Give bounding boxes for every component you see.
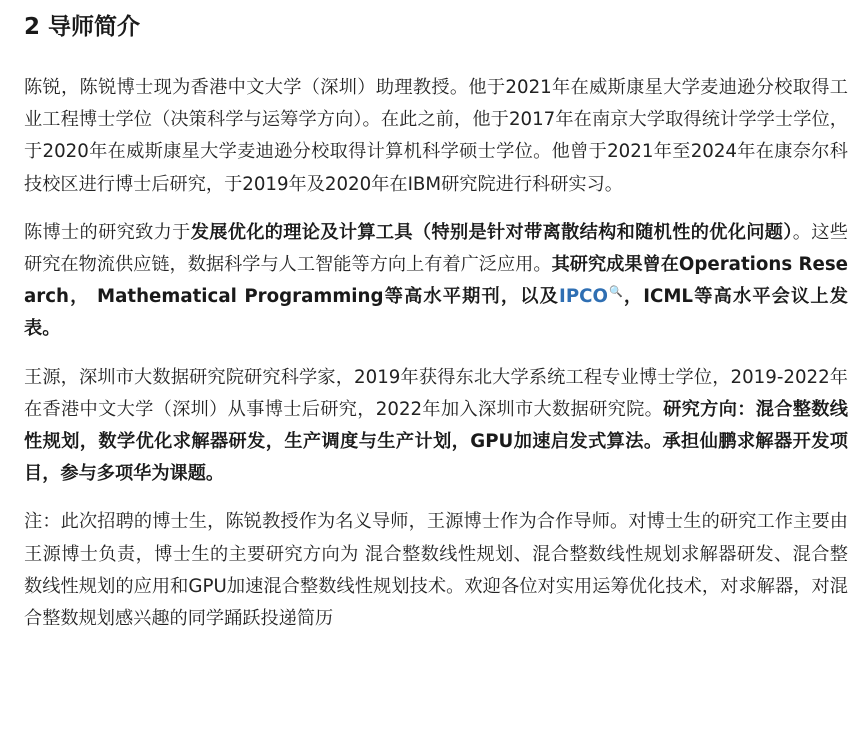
research-venues-bold: ，ICML等高水平会议上发表。 <box>24 286 848 340</box>
research-focus-bold: 发展优化的理论及计算工具（特别是针对带离散结构和随机性的优化问题） <box>190 221 793 243</box>
recruitment-note-text: 注：此次招聘的博士生，陈锐教授作为名义导师，王源博士作为合作导师。对博士生的研究工作主要由王源博士负责，博士生的主要研究方向为 混合整数线性规划、混合整数线性规划求解器研发、混合整数线性规划的应用和GPU加速混合整数线性规划技术。欢迎各位对实用运筹优化技术，对求解器，对混合整数规划感兴趣的同学踊跃投递简历 <box>24 511 848 630</box>
advisor-intro-chen <box>24 72 848 201</box>
research-focus-chen <box>24 217 848 346</box>
search-icon[interactable]: 🔍 <box>608 285 623 299</box>
advisor-intro-wang <box>24 362 848 491</box>
research-results-bold: 其研究成果曾在Operations Research， Mathematical Programming等高水平期刊，以及 <box>24 254 848 308</box>
ipco-link[interactable]: IPCO <box>559 286 608 308</box>
research-focus-intro: 陈博士的研究致力于 <box>24 221 191 243</box>
research-direction-bold: 研究方向：混合整数线性规划，数学优化求解器研发，生产调度与生产计划，GPU加速启发式算法。承担仙鹏求解器开发项目，参与多项华为课题。 <box>24 398 848 485</box>
recruitment-note <box>24 506 848 635</box>
research-applications: 。这些研究在物流供应链，数据科学与人工智能等方向上有着广泛应用。 <box>24 221 848 276</box>
advisor-intro-chen-text: 陈锐，陈锐博士现为香港中文大学（深圳）助理教授。他于2021年在威斯康星大学麦迪逊分校取得工业工程博士学位（决策科学与运筹学方向）。在此之前，他于2017年在南京大学取得统计学学士学位，于2020年在威斯康星大学麦迪逊分校取得计算机科学硕士学位。他曾于2021年至2024年在康奈尔科技校区进行博士后研究，于2019年及2020年在IBM研究院进行科研实习。 <box>24 77 848 195</box>
advisor-intro-wang-text: 王源，深圳市大数据研究院研究科学家，2019年获得东北大学系统工程专业博士学位，2019-2022年在香港中文大学（深圳）从事博士后研究，2022年加入深圳市大数据研究院。 <box>24 366 848 420</box>
section-heading: 2 导师简介 <box>24 14 141 40</box>
